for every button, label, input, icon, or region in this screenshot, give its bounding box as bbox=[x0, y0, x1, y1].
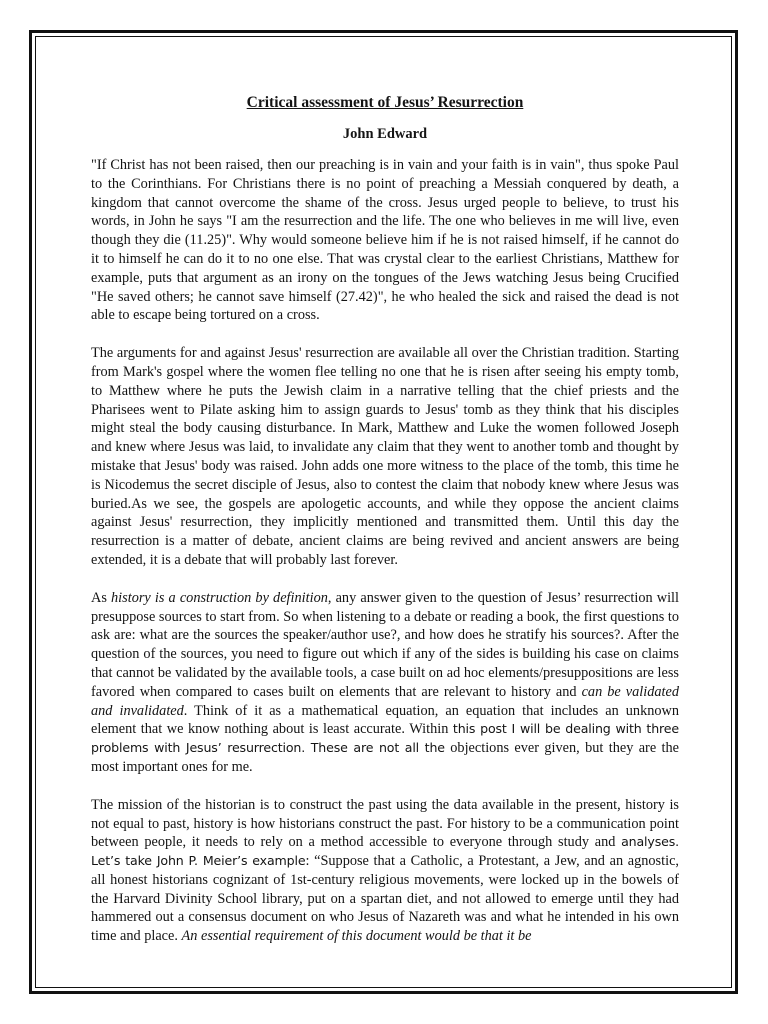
paragraph-3-text-a: As bbox=[91, 589, 112, 606]
paragraph-4 bbox=[91, 796, 679, 946]
paragraph-3 bbox=[91, 589, 679, 777]
paragraph-1: "If Christ has not been raised, then our preaching is in vain and your faith is in vain", thus spoke Paul to the Corinthians. For Christians there is no point of preaching a Messiah conquered by death, a kingdom that cannot overcome the shame of the cross. Jesus urged people to believe, to trust his words, in John he says "I am the resurrection and the life. The one who believes in me will live, even though they die (11.25)". Why would someone believe him if he is not raised himself, if he cannot do it to himself he can do it to no one else. That was crystal clear to the earliest Christians, Matthew for example, puts that argument as an irony on the tongues of the Jews watching Jesus being Crucified "He saved others; he cannot save himself (27.42)", he who healed the sick and raised the dead is not able to escape being tortured on a cross. bbox=[91, 157, 679, 324]
paragraph-3-italic-a: history is a construction by definition bbox=[111, 589, 328, 606]
paragraph-3-text-d: objections ever given, but they are the most important ones for me. bbox=[91, 740, 679, 775]
paragraph-4-text-b: : “Suppose that a Catholic, a Protestant, a Jew, and an agnostic, all honest historians cognizant of 1st-century religious movements, were locked up in the bowels of the Harvard Divinity School library, put on a spartan diet, and not allowed to emerge until they had hammered out a consensus document on who Jesus of Nazareth was and what he intended in his own time and place. bbox=[91, 853, 679, 945]
paragraph-3-sans-text: this post I will be dealing with three problems with Jesus’ resurrection. These are not all the bbox=[91, 721, 679, 756]
paragraph-4-text-a: The mission of the historian is to construct the past using the data available in the present, history is not equal to past, history is how historians construct the past. For history to be a communication point between people, it needs to rely on a method accessible to everyone through study and bbox=[91, 796, 679, 851]
paragraph-3-italic-b: can be validated and invalidated bbox=[91, 683, 679, 719]
paragraph-3-text-b: , any answer given to the question of Jesus’ resurrection will presuppose sources to start from. So when listening to a debate or reading a book, the first questions to ask are: what are the sources the speaker/author use?, and how does he stratify his sources?. After the question of the sources, you need to figure out which if any of the sides is building his case on claims that cannot be validated by the available tools, a case built on ad hoc elements/presuppositions are less favored when compared to cases built on elements that are relevant to history and bbox=[91, 589, 680, 700]
document-body bbox=[91, 92, 679, 946]
paragraph-3-text-c: . Think of it as a mathematical equation, an equation that includes an unknown element that we know nothing about is least accurate. Within bbox=[91, 702, 679, 738]
paragraph-2: The arguments for and against Jesus' resurrection are available all over the Christian tradition. Starting from Mark's gospel where the women flee telling no one that he is risen after seeing his empty tomb, to Matthew where he puts the Jewish claim in a narrative telling that the chief priests and the Pharisees went to Pilate asking him to assign guards to Jesus' tomb as they think that his disciples might steal the body causing disturbance. In Mark, Matthew and Luke the women followed Joseph and knew where Jesus was laid, to invalidate any claim that they went to another tomb and thought by mistake that Jesus' body was raised. John adds one more witness to the place of the tomb, this time he is Nicodemus the secret disciple of Jesus, also to contest the claim that nobody knew where Jesus was buried.As we see, the gospels are apologetic accounts, and while they oppose the ancient claims against Jesus' resurrection, they implicitly mentioned and transmitted them. Until this day the resurrection is a matter of debate, ancient claims are being revived and ancient answers are being extended, it is a debate that will probably last forever. bbox=[91, 345, 679, 568]
document-author: John Edward bbox=[342, 126, 428, 142]
paragraph-4-sans-text: analyses. Let’s take John P. Meier’s example bbox=[91, 834, 679, 869]
paragraph-4-italic: An essential requirement of this document would be that it be bbox=[181, 928, 532, 945]
document-title: Critical assessment of Jesus’ Resurrection bbox=[246, 94, 524, 111]
